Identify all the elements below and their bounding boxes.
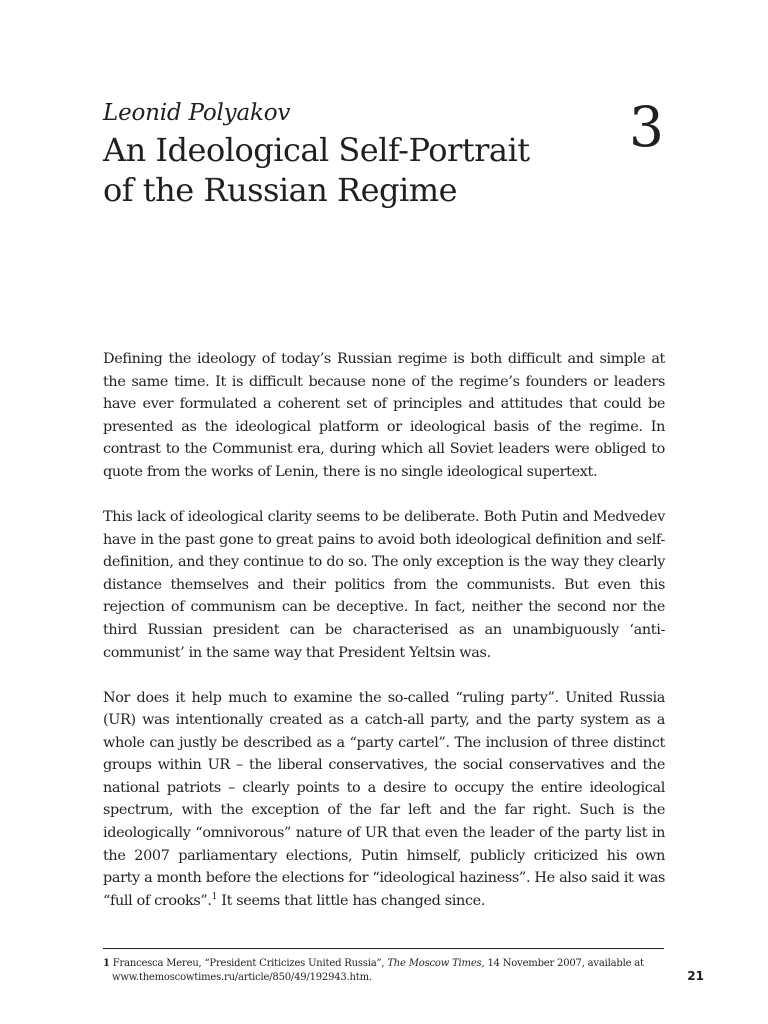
chapter-title-line-2: of the Russian Regime: [103, 171, 458, 209]
body-text: [103, 348, 665, 935]
paragraph-2: This lack of ideological clarity seems to be deliberate. Both Putin and Medvedev have in the past gone to great pains to avoid both ideological definition and self-definition, and they continue to do so. The only exception is the way they clearly distance themselves and their politics from the communists. But even this rejection of communism can be deceptive. In fact, neither the second nor the third Russian president can be characterised as an unambiguously ‘anti-communist’ in the same way that President Yeltsin was.: [103, 508, 665, 661]
chapter-number: 3: [629, 95, 664, 159]
footnote: [103, 957, 648, 985]
chapter-title: [103, 130, 573, 210]
paragraph-3: [103, 687, 665, 913]
paragraph-3-tail: It seems that little has changed since.: [217, 892, 486, 909]
chapter-title-line-1: An Ideological Self-Portrait: [103, 131, 530, 169]
author-name: Leonid Polyakov: [103, 100, 291, 126]
chapter-header: [103, 96, 573, 210]
footnote-number: 1: [103, 958, 110, 969]
footnote-reference: 1: [211, 892, 218, 903]
footnote-publication: The Moscow Times: [387, 958, 482, 969]
footnote-line-1: [103, 957, 648, 971]
footnote-text-before: Francesca Mereu, “President Criticizes United Russia”,: [109, 958, 388, 969]
page-number: 21: [687, 969, 704, 983]
footnote-url: www.themoscowtimes.ru/article/850/49/192943.htm.: [112, 972, 372, 983]
footnote-divider: [103, 948, 664, 949]
paragraph-3-main: Nor does it help much to examine the so-called “ruling party”. United Russia (UR) was intentionally created as a catch-all party, and the party system as a whole can justly be described as a “party cartel”. The inclusion of three distinct groups within UR – the liberal conservatives, the social conservatives and the national patriots – clearly points to a desire to occupy the entire ideological spectrum, with the exception of the far left and the far right. Such is the ideologically “omnivorous” nature of UR that even the leader of the party list in the 2007 parliamentary elections, Putin himself, publicly criticized his own party a month before the elections for “ideological haziness”. He also said it was “full of crooks”.: [103, 689, 665, 909]
paragraph-1: Defining the ideology of today’s Russian regime is both difficult and simple at the same time. It is difficult because none of the regime’s founders or leaders have ever formulated a coherent set of principles and attitudes that could be presented as the ideological platform or ideological basis of the regime. In contrast to the Communist era, during which all Soviet leaders were obliged to quote from the works of Lenin, there is no single ideological supertext.: [103, 351, 665, 480]
footnote-text-after: , 14 November 2007, available at: [481, 958, 644, 969]
